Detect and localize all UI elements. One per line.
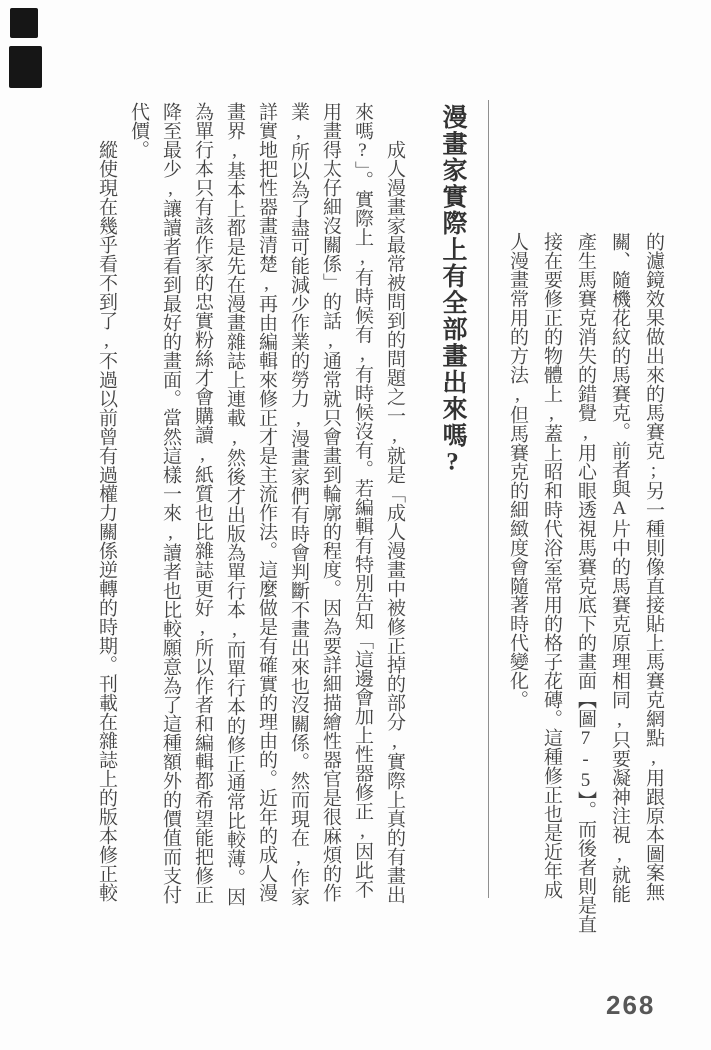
section-body-text xyxy=(88,102,410,922)
text-column: 關、隨機花紋的馬賽克。前者與A片中的馬賽克原理相同,只要凝神注視,就能 xyxy=(609,232,630,903)
text-column: 代價。 xyxy=(128,102,149,159)
text-column: 產生馬賽克消失的錯覺,用心眼透視馬賽克底下的畫面【圖7-5】。而後者則是直 xyxy=(575,232,596,934)
scan-artifact-mark xyxy=(9,46,42,88)
text-column: 為單行本只有該作家的忠實粉絲才會購讀,紙質也比雜誌更好,所以作者和編輯都希望能把修正 xyxy=(192,102,213,904)
text-column: 業,所以為了盡可能減少作業的勞力,漫畫家們有時會判斷不畫出來也沒關係。然而現在,作家 xyxy=(288,102,309,906)
column-divider-line xyxy=(488,100,489,898)
section-heading: 漫畫家實際上有全部畫出來嗎? xyxy=(439,104,466,477)
scan-artifact-mark xyxy=(10,8,38,38)
text-column: 用畫得太仔細沒關係」的話,通常就只會畫到輪廓的程度。因為要詳細描繪性器官是很麻煩的作 xyxy=(320,102,341,902)
text-column: 成人漫畫家最常被問到的問題之一,就是「成人漫畫中被修正掉的部分,實際上真的有畫出 xyxy=(384,102,405,904)
text-column: 縱使現在幾乎看不到了,不過以前曾有過權力關係逆轉的時期。刊載在雜誌上的版本修正較 xyxy=(96,102,117,902)
previous-section-text-block xyxy=(498,232,670,962)
text-column: 降至最少,讓讀者看到最好的畫面。當然這樣一來,讀者也比較願意為了這種額外的價值而支付 xyxy=(160,102,181,904)
text-column: 詳實地把性器畫清楚,再由編輯來修正才是主流作法。這麼做是有確實的理由的。近年的成人漫 xyxy=(256,102,277,902)
text-column: 接在要修正的物體上,蓋上昭和時代浴室常用的格子花磚。這種修正也是近年成 xyxy=(541,232,562,899)
page-number: 268 xyxy=(606,990,656,1020)
text-column: 的濾鏡效果做出來的馬賽克;另一種則像直接貼上馬賽克網點,用跟原本圖案無 xyxy=(643,232,664,901)
text-column: 畫界,基本上都是先在漫畫雜誌上連載,然後才出版為單行本,而單行本的修正通常比較薄。因 xyxy=(224,102,245,906)
text-column: 人漫畫常用的方法,但馬賽克的細緻度會隨著時代變化。 xyxy=(507,232,528,709)
text-column: 來嗎?」。實際上,有時候有,有時候沒有。若編輯有特別告知「這邊會加上性器修正,因此不 xyxy=(352,102,373,899)
